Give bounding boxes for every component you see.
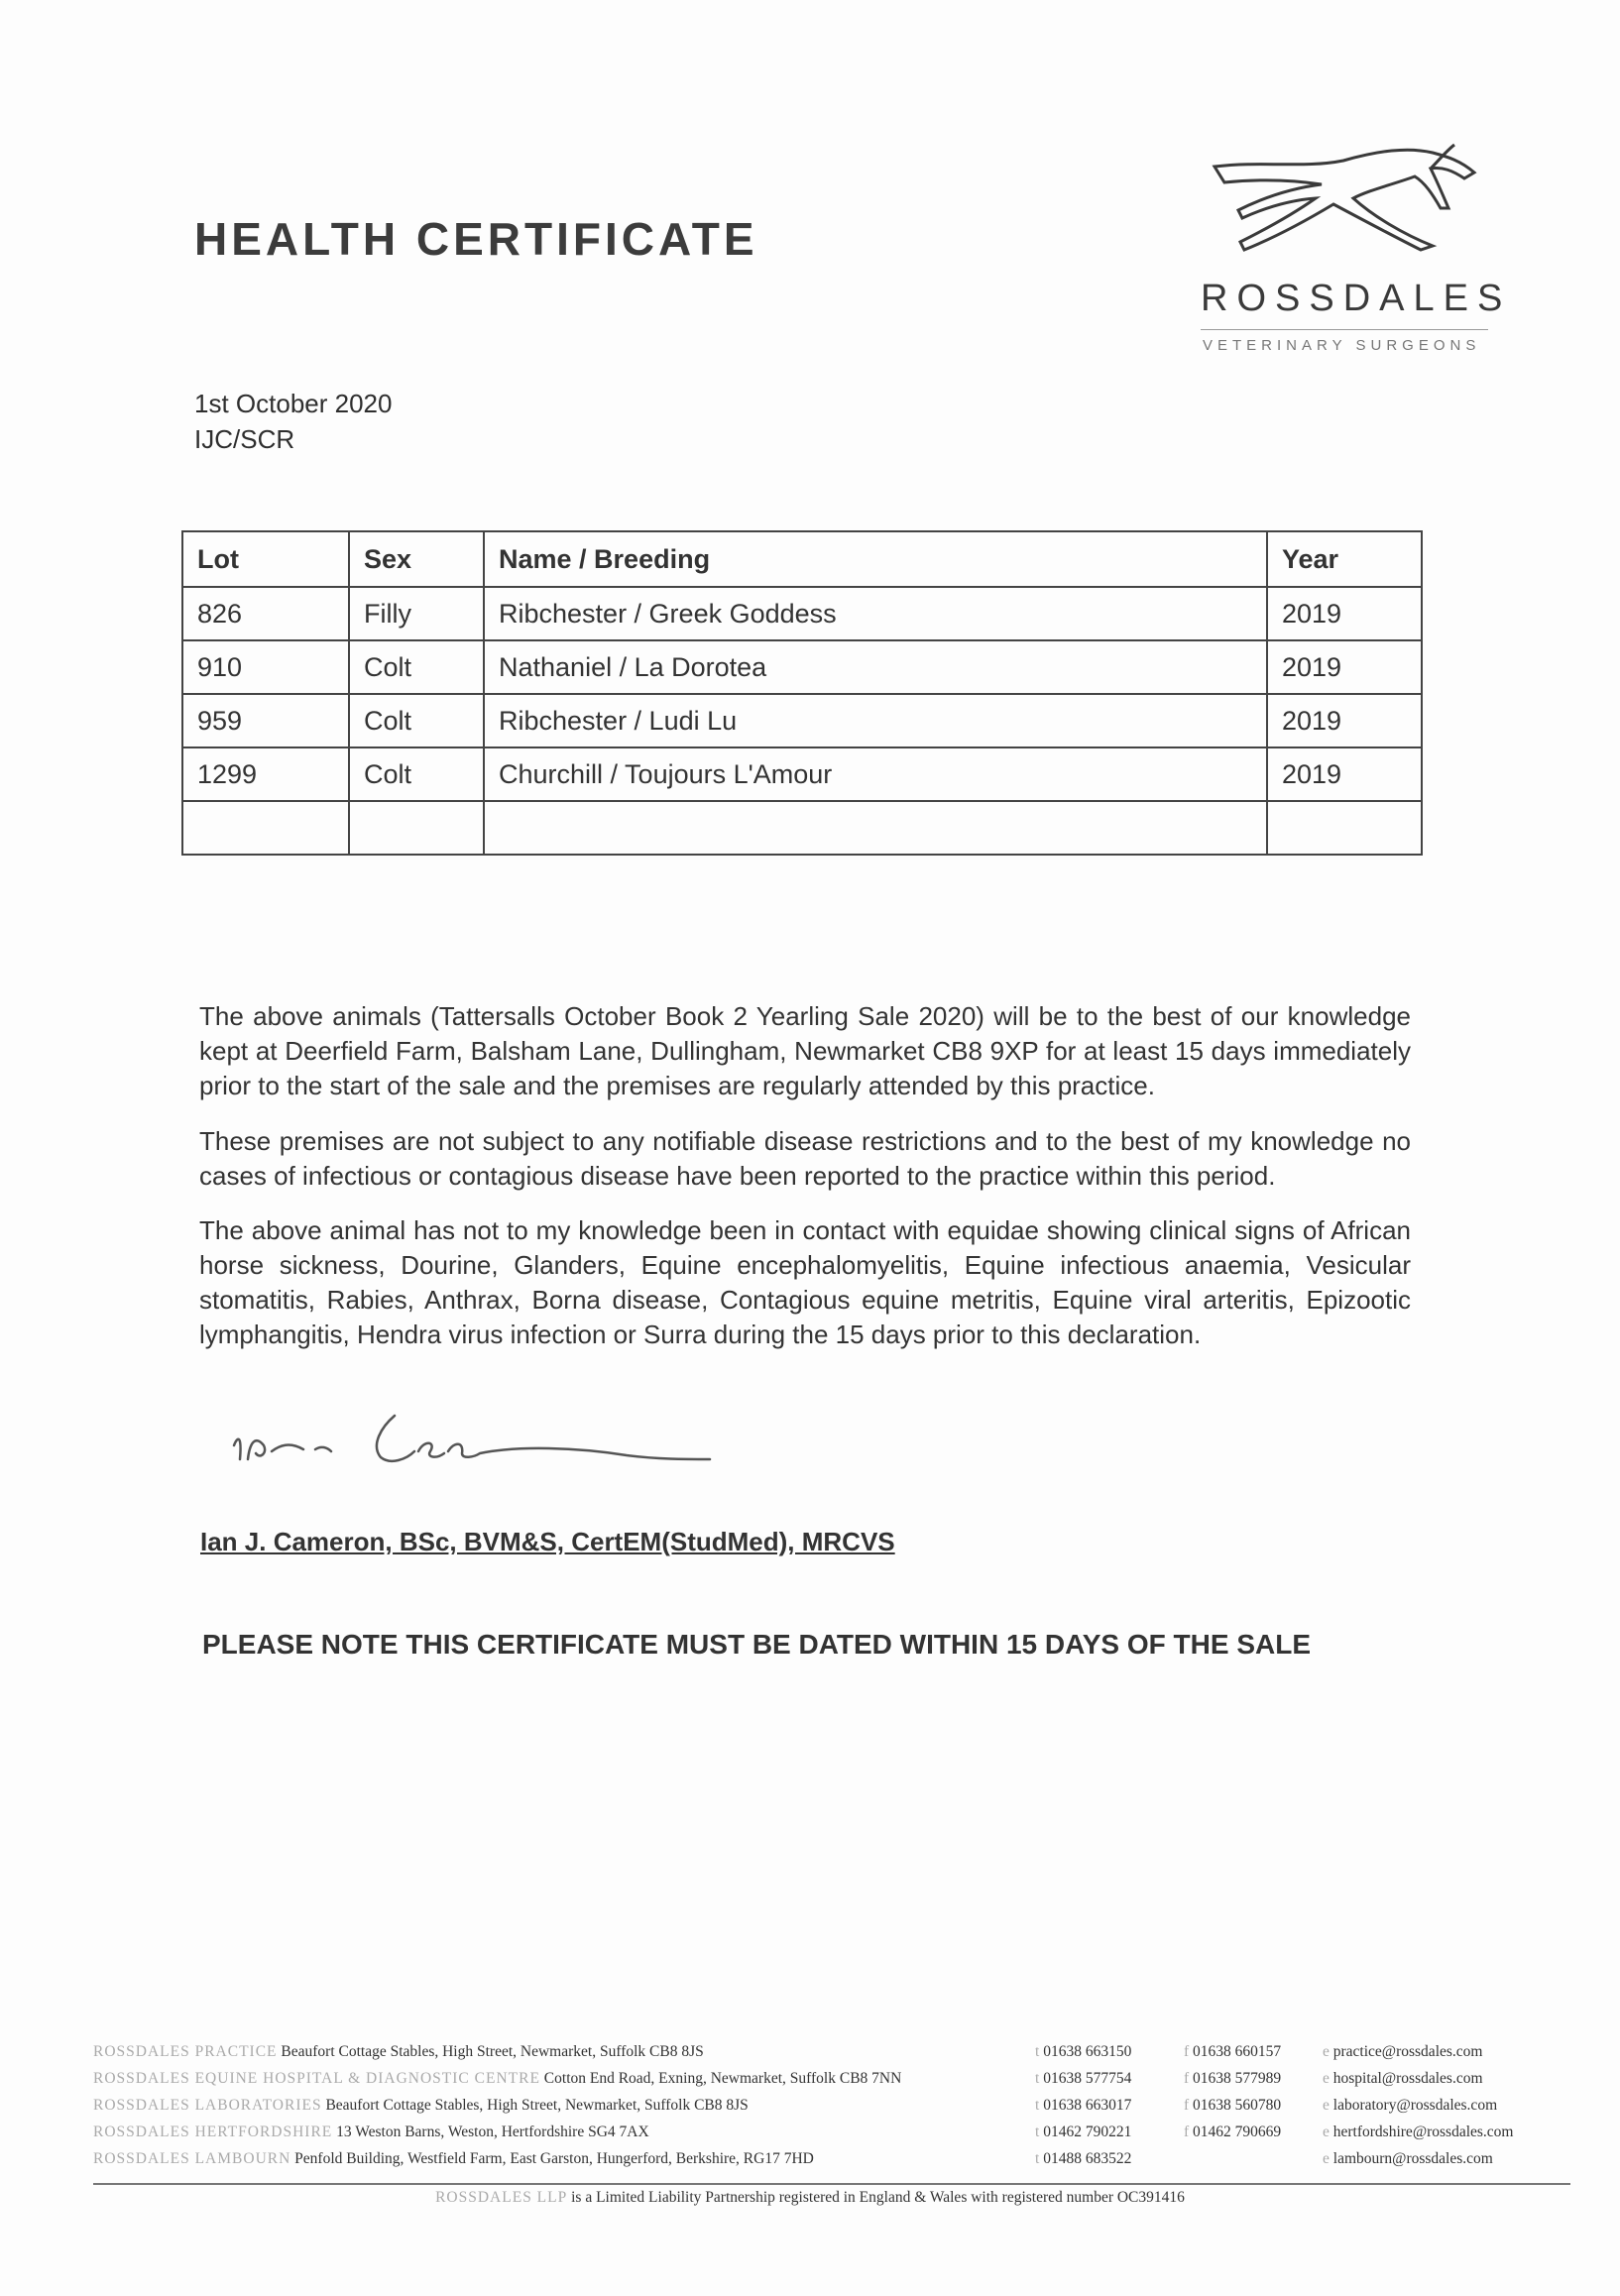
fax-prefix: f [1184, 2043, 1190, 2060]
office-email: hospital@rossdales.com [1332, 2070, 1483, 2087]
fax-prefix: f [1184, 2097, 1190, 2114]
cell-name: Ribchester / Ludi Lu [484, 694, 1267, 747]
table-row [182, 587, 1422, 640]
legal-entity: ROSSDALES LLP [435, 2189, 568, 2206]
horse-logo-icon [1205, 139, 1482, 268]
tel-prefix: t [1035, 2070, 1040, 2087]
footer-office-row [93, 2150, 1580, 2176]
email-prefix: e [1323, 2070, 1330, 2087]
rossdales-logo [1185, 139, 1512, 367]
cell-sex: Colt [349, 694, 484, 747]
table-row [182, 640, 1422, 694]
cell-name: Nathaniel / La Dorotea [484, 640, 1267, 694]
office-tel: 01462 790221 [1043, 2124, 1132, 2140]
office-email: lambourn@rossdales.com [1332, 2150, 1493, 2167]
office-fax: 01638 660157 [1193, 2043, 1282, 2060]
cell-name: Churchill / Toujours L'Amour [484, 747, 1267, 801]
paragraph-restrictions: These premises are not subject to any notifiable disease restrictions and to the best of my knowledge no cases of infectious or contagious disease have been reported to the practice within this period. [199, 1126, 1411, 1191]
certificate-date: 1st October 2020 [194, 389, 393, 418]
email-prefix: e [1323, 2043, 1330, 2060]
certificate-reference: IJC/SCR [194, 424, 295, 454]
footer-office-row [93, 2043, 1580, 2069]
cell-sex: Colt [349, 747, 484, 801]
cell-name: Ribchester / Greek Goddess [484, 587, 1267, 640]
cell-sex: Filly [349, 587, 484, 640]
office-email: practice@rossdales.com [1332, 2043, 1483, 2060]
table-row-empty [182, 801, 1422, 855]
footer-office-row [93, 2070, 1580, 2096]
legal-text: is a Limited Liability Partnership registered in England & Wales with registered number OC391416 [571, 2189, 1185, 2206]
email-prefix: e [1323, 2124, 1330, 2140]
cell-lot: 959 [182, 694, 349, 747]
cell-name [484, 801, 1267, 855]
cell-year: 2019 [1267, 640, 1422, 694]
office-tel: 01638 663150 [1043, 2043, 1132, 2060]
header-sex: Sex [349, 531, 484, 587]
table-header-row [182, 531, 1422, 587]
cell-year [1267, 801, 1422, 855]
office-label: ROSSDALES EQUINE HOSPITAL & DIAGNOSTIC CENTRE [93, 2070, 540, 2087]
office-address: Beaufort Cottage Stables, High Street, Newmarket, Suffolk CB8 8JS [281, 2043, 704, 2060]
paragraph-contact: The above animal has not to my knowledge been in contact with equidae showing clinical signs of African horse sickness, Dourine, Glanders, Equine encephalomyelitis, Equine infectious anaemia, Vesicular stomatitis, Rabies, Anthrax, Borna disease, Contagious equine metritis, Equine viral arteritis, Epizootic lymphangitis, Hendra virus infection or Surra during the 15 days prior to this declaration. [199, 1215, 1411, 1349]
office-address: Penfold Building, Westfield Farm, East Garston, Hungerford, Berkshire, RG17 7HD [294, 2150, 814, 2167]
fax-prefix: f [1184, 2124, 1190, 2140]
cell-lot: 910 [182, 640, 349, 694]
dating-notice: PLEASE NOTE THIS CERTIFICATE MUST BE DATED WITHIN 15 DAYS OF THE SALE [202, 1629, 1312, 1660]
logo-divider [1201, 329, 1488, 330]
office-address: Beaufort Cottage Stables, High Street, Newmarket, Suffolk CB8 8JS [325, 2097, 749, 2114]
table-row [182, 694, 1422, 747]
footer-legal-notice [0, 2189, 1620, 2207]
logo-subtitle: VETERINARY SURGEONS [1203, 337, 1481, 354]
office-fax: 01462 790669 [1193, 2124, 1282, 2140]
cell-year: 2019 [1267, 587, 1422, 640]
tel-prefix: t [1035, 2097, 1040, 2114]
office-tel: 01488 683522 [1043, 2150, 1132, 2167]
signatory-name: Ian J. Cameron, BSc, BVM&S, CertEM(StudMed), MRCVS [200, 1527, 895, 1556]
cell-lot: 826 [182, 587, 349, 640]
cell-sex [349, 801, 484, 855]
email-prefix: e [1323, 2150, 1330, 2167]
certificate-title: HEALTH CERTIFICATE [194, 213, 758, 265]
footer-office-row [93, 2124, 1580, 2149]
footer-office-row [93, 2097, 1580, 2123]
cell-year: 2019 [1267, 747, 1422, 801]
office-label: ROSSDALES HERTFORDSHIRE [93, 2124, 333, 2140]
header-lot: Lot [182, 531, 349, 587]
email-prefix: e [1323, 2097, 1330, 2114]
cell-lot: 1299 [182, 747, 349, 801]
office-fax: 01638 577989 [1193, 2070, 1282, 2087]
signature-image [220, 1376, 736, 1495]
office-tel: 01638 577754 [1043, 2070, 1132, 2087]
cell-lot [182, 801, 349, 855]
tel-prefix: t [1035, 2043, 1040, 2060]
office-email: laboratory@rossdales.com [1332, 2097, 1498, 2114]
logo-brand-name: ROSSDALES [1201, 278, 1512, 319]
office-address: 13 Weston Barns, Weston, Hertfordshire SG4 7AX [336, 2124, 649, 2140]
tel-prefix: t [1035, 2124, 1040, 2140]
footer-divider [93, 2183, 1570, 2185]
tel-prefix: t [1035, 2150, 1040, 2167]
office-fax: 01638 560780 [1193, 2097, 1282, 2114]
office-label: ROSSDALES LABORATORIES [93, 2097, 322, 2114]
office-label: ROSSDALES LAMBOURN [93, 2150, 291, 2167]
table-row [182, 747, 1422, 801]
fax-prefix: f [1184, 2070, 1190, 2087]
header-year: Year [1267, 531, 1422, 587]
office-email: hertfordshire@rossdales.com [1332, 2124, 1514, 2140]
cell-sex: Colt [349, 640, 484, 694]
lots-table [181, 530, 1423, 856]
paragraph-premises: The above animals (Tattersalls October Book 2 Yearling Sale 2020) will be to the best of our knowledge kept at Deerfield Farm, Balsham Lane, Dullingham, Newmarket CB8 9XP for at least 15 days immediately prior to the start of the sale and the premises are regularly attended by this practice. [199, 1001, 1411, 1100]
office-address: Cotton End Road, Exning, Newmarket, Suffolk CB8 7NN [543, 2070, 902, 2087]
header-name-breeding: Name / Breeding [484, 531, 1267, 587]
office-label: ROSSDALES PRACTICE [93, 2043, 278, 2060]
cell-year: 2019 [1267, 694, 1422, 747]
office-tel: 01638 663017 [1043, 2097, 1132, 2114]
